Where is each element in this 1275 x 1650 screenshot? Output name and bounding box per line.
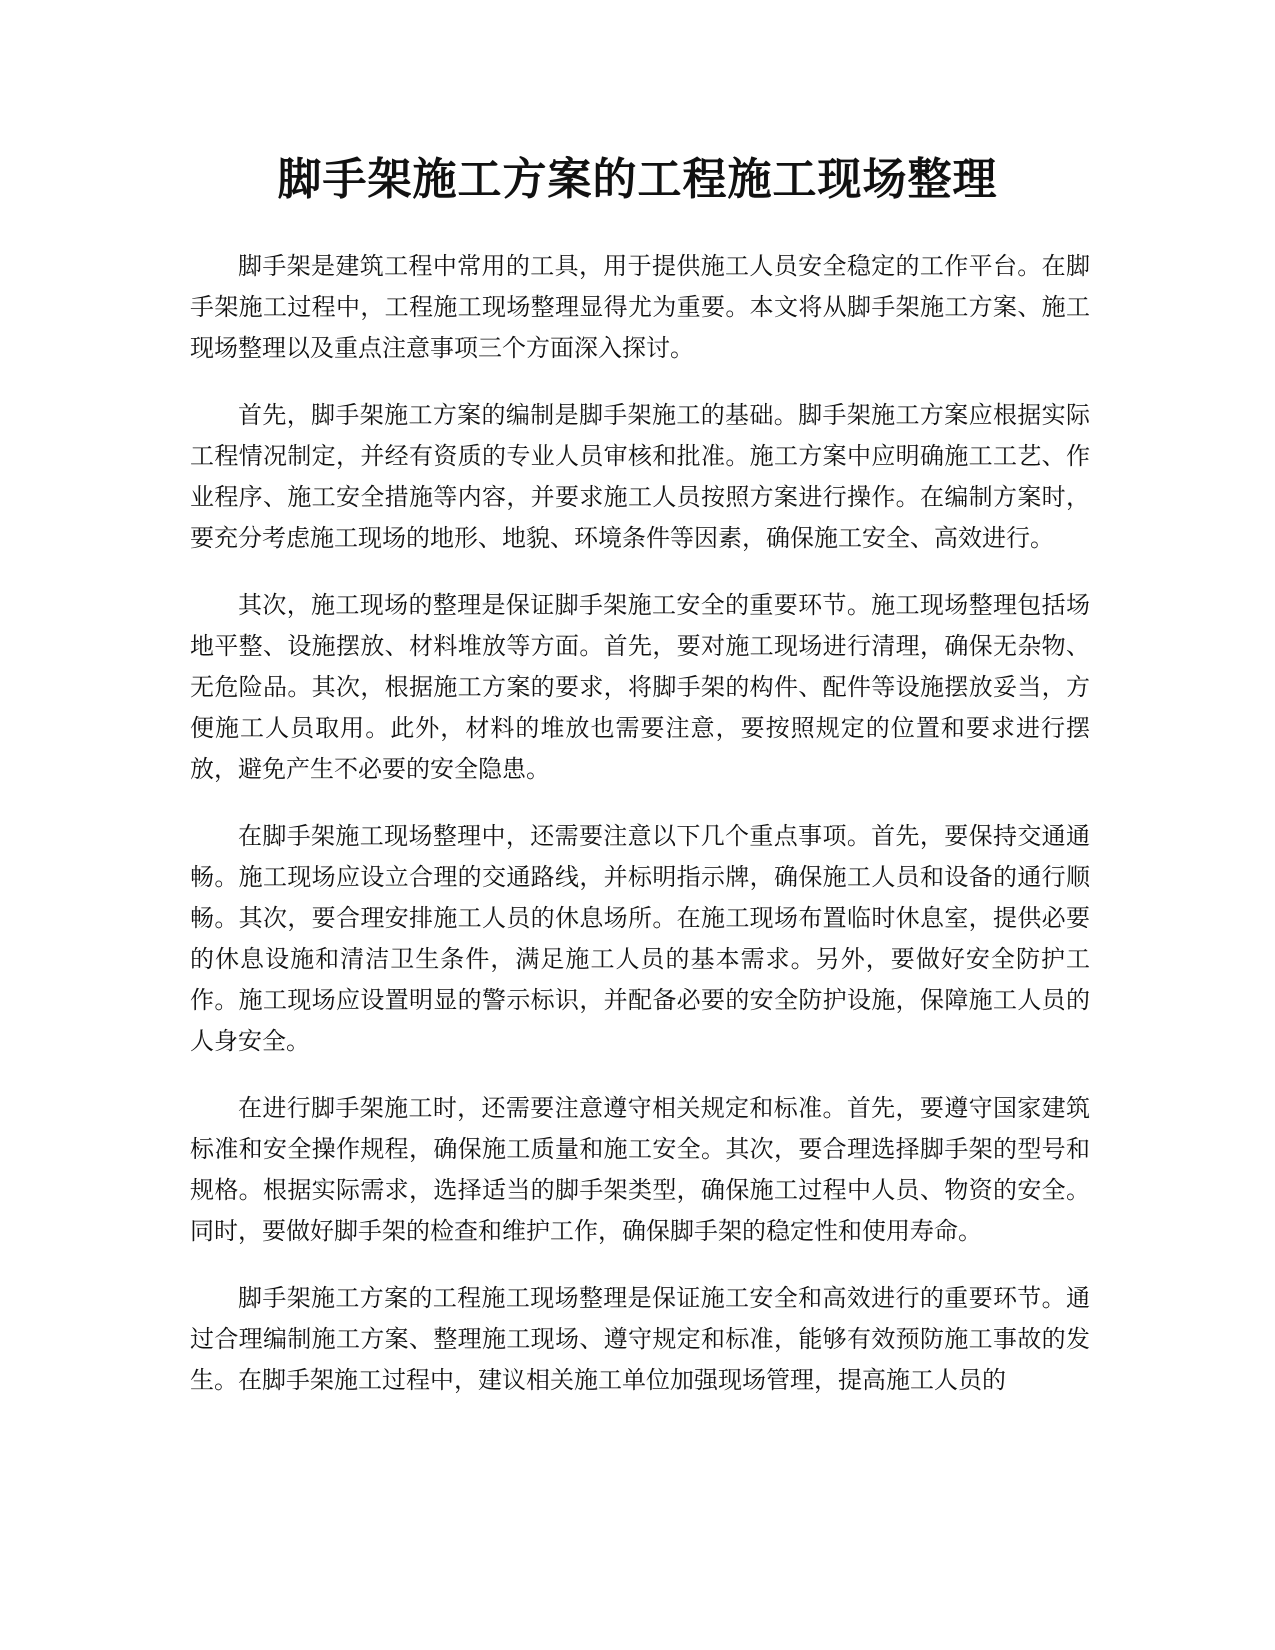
paragraph-regulations: 在进行脚手架施工时，还需要注意遵守相关规定和标准。首先，要遵守国家建筑标准和安全操作规程，确保施工质量和施工安全。其次，要合理选择脚手架的型号和规格。根据实际需求，选择适当的脚手架类型，确保施工过程中人员、物资的安全。同时，要做好脚手架的检查和维护工作，确保脚手架的稳定性和使用寿命。 <box>190 1094 1090 1245</box>
paragraph-key-considerations: 在脚手架施工现场整理中，还需要注意以下几个重点事项。首先，要保持交通通畅。施工现场应设立合理的交通路线，并标明指示牌，确保施工人员和设备的通行顺畅。其次，要合理安排施工人员的休息场所。在施工现场布置临时休息室，提供必要的休息设施和清洁卫生条件，满足施工人员的基本需求。另外，要做好安全防护工作。施工现场应设置明显的警示标识，并配备必要的安全防护设施，保障施工人员的人身安全。 <box>190 822 1090 1055</box>
paragraph-construction-plan: 首先，脚手架施工方案的编制是脚手架施工的基础。脚手架施工方案应根据实际工程情况制定，并经有资质的专业人员审核和批准。施工方案中应明确施工工艺、作业程序、施工安全措施等内容，并要求施工人员按照方案进行操作。在编制方案时，要充分考虑施工现场的地形、地貌、环境条件等因素，确保施工安全、高效进行。 <box>190 401 1090 552</box>
document-body <box>190 246 1090 1427</box>
paragraph-intro: 脚手架是建筑工程中常用的工具，用于提供施工人员安全稳定的工作平台。在脚手架施工过程中，工程施工现场整理显得尤为重要。本文将从脚手架施工方案、施工现场整理以及重点注意事项三个方面深入探讨。 <box>190 252 1090 362</box>
paragraph-conclusion: 脚手架施工方案的工程施工现场整理是保证施工安全和高效进行的重要环节。通过合理编制施工方案、整理施工现场、遵守规定和标准，能够有效预防施工事故的发生。在脚手架施工过程中，建议相关施工单位加强现场管理，提高施工人员的 <box>190 1284 1090 1394</box>
paragraph-site-organization: 其次，施工现场的整理是保证脚手架施工安全的重要环节。施工现场整理包括场地平整、设施摆放、材料堆放等方面。首先，要对施工现场进行清理，确保无杂物、无危险品。其次，根据施工方案的要求，将脚手架的构件、配件等设施摆放妥当，方便施工人员取用。此外，材料的堆放也需要注意，要按照规定的位置和要求进行摆放，避免产生不必要的安全隐患。 <box>190 591 1090 783</box>
document-title: 脚手架施工方案的工程施工现场整理 <box>277 154 998 205</box>
